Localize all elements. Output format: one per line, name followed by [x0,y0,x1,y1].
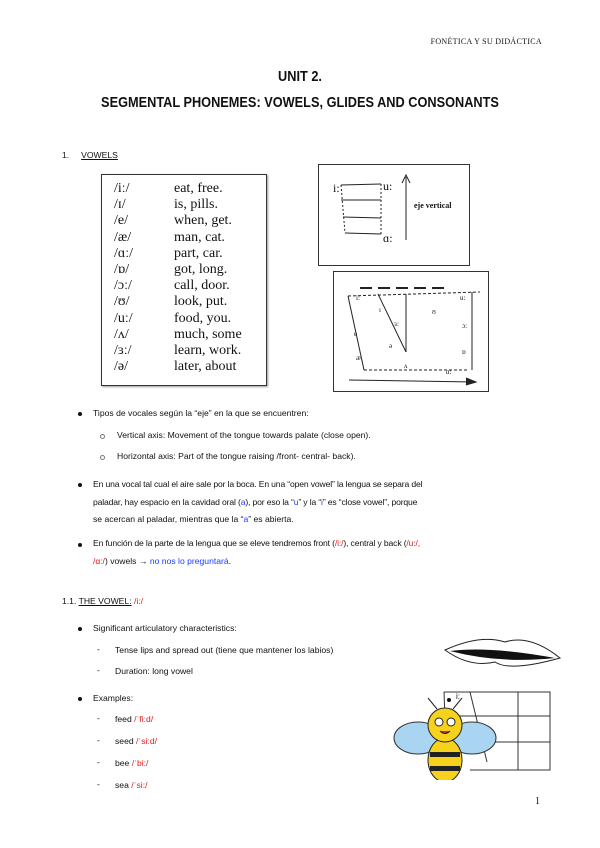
vowel-table-row [114,278,242,294]
trapezoid-symbol: ɔ: [462,322,468,330]
vowel-table-row [114,181,242,197]
unit-title: UNIT 2. [278,68,322,85]
section-heading-vowels: 1. VOWELS [62,150,118,160]
phoneme: /ʊ/ [114,294,130,310]
dash-text: Tense lips and spread out (tiene que mantener los labios) [115,645,334,655]
bullet-icon [78,627,82,631]
bullet-text: Examples: [93,693,134,703]
phoneme: /ɜː/ [114,343,132,359]
bullet-text-line: paladar, hay espacio en la cavidad oral (a), por eso la “u” y la “i” es “close vowel”, porque [93,497,418,507]
vowel-table-image [101,174,267,386]
vowel-table-row [114,197,242,213]
bullet-icon [78,412,82,416]
example-words: call, door. [174,278,230,294]
trapezoid-symbol: ʊ [432,308,436,316]
example-words: later, about [174,359,237,375]
trapezoid-symbol: e [354,330,358,338]
example-item: sea /ˈsi:/ [115,780,148,790]
phoneme: /e/ [114,213,128,229]
bullet-text: Tipos de vocales según la “eje” en la que se encuentren: [93,408,309,418]
vertical-axis-diagram [319,165,469,265]
bullet-text: En una vocal tal cual el aire sale por la boca. En una “open vowel” la lengua se separa del [93,479,423,489]
example-words: learn, work. [174,343,242,359]
label-u: u: [383,179,393,193]
section-heading-vowel-i: 1.1. THE VOWEL: /i:/ [62,596,144,606]
example-words: eat, free. [174,181,223,196]
trapezoid-symbol: u: [460,294,466,302]
bullet-text-line: se acercan al paladar, mientras que la “a” es abierta. [93,514,294,524]
dash-icon: - [97,779,100,789]
phoneme: /iː/ [114,181,130,196]
example-words: much, some [174,326,242,342]
example-words: got, long. [174,262,228,278]
example-item: bee /ˈbi:/ [115,758,149,768]
example-words: look, put. [174,294,228,310]
dash-icon: - [97,644,100,654]
phoneme: /ɪ/ [114,197,126,213]
bullet-icon [78,483,82,487]
trapezoid-symbol: ɑ: [446,368,452,376]
example-words: food, you. [174,310,232,326]
example-item: seed /ˈsi:d/ [115,736,158,746]
phoneme: /æ/ [114,229,132,245]
example-words: when, get. [174,213,232,229]
page-number: 1 [535,796,540,807]
trapezoid-symbol: i: [356,294,360,302]
trapezoid-symbol: ɒ [462,348,466,356]
phoneme: /ɒ/ [114,262,130,278]
phoneme: /uː/ [114,310,133,326]
circle-bullet-icon [100,455,105,460]
vowel-table-row [114,311,242,327]
example-words: man, cat. [174,229,225,245]
vowel-table-row [114,230,242,246]
phoneme: /ɑː/ [114,245,133,261]
label-a: ɑ: [383,231,393,245]
dash-icon: - [97,665,100,675]
trapezoid-symbol: æ [356,354,361,362]
label-i: i: [333,181,340,195]
vowel-table-row [114,327,242,343]
bullet-icon [78,543,82,547]
unit-subtitle: SEGMENTAL PHONEMES: VOWELS, GLIDES AND CONSONANTS [101,94,499,111]
vowel-table-row [114,213,242,229]
example-words: is, pills. [174,197,218,213]
running-header: FONÉTICA Y SU DIDÁCTICA [430,37,542,46]
phoneme: /ɔː/ [114,278,132,294]
bullet-text-line: /ɑ:/) vowels → no nos lo preguntará. [93,556,232,566]
vertical-axis-chart [318,164,470,266]
dash-text: Duration: long vowel [115,666,193,676]
vowel-table-row [114,294,242,310]
vowel-table-row [114,343,242,359]
trapezoid-symbol: ə [389,342,393,350]
trapezoid-symbol: ɪ [379,306,381,314]
trapezoid-symbol: ʌ [404,362,408,370]
dash-icon: - [97,735,100,745]
example-item: feed /ˈfi:d/ [115,714,154,724]
example-words: part, car. [174,245,223,261]
vowel-table-row [114,246,242,262]
label-eje-vertical: eje vertical [414,201,452,210]
vowel-table-row [114,359,242,375]
lips-and-bee-illustration [390,620,580,780]
vowel-table-row [114,262,242,278]
bullet-icon [78,697,82,701]
sub-bullet-text: Horizontal axis: Part of the tongue raising /front- central- back). [117,451,356,461]
bullet-text-line: En función de la parte de la lengua que se eleve tendremos front (/i:/), central y back (/u:/, [93,538,421,548]
bullet-text: Significant articulatory characteristics: [93,623,237,633]
circle-bullet-icon [100,434,105,439]
phoneme: /ə/ [114,359,128,375]
dash-icon: - [97,713,100,723]
trapezoid-symbol: ɜ: [394,320,399,328]
vowel-trapezoid-chart [333,271,489,392]
dash-icon: - [97,757,100,767]
figure-label-i: i: [456,692,460,701]
phoneme: /ʌ/ [114,326,129,342]
sub-bullet-text: Vertical axis: Movement of the tongue towards palate (close open). [117,430,371,440]
